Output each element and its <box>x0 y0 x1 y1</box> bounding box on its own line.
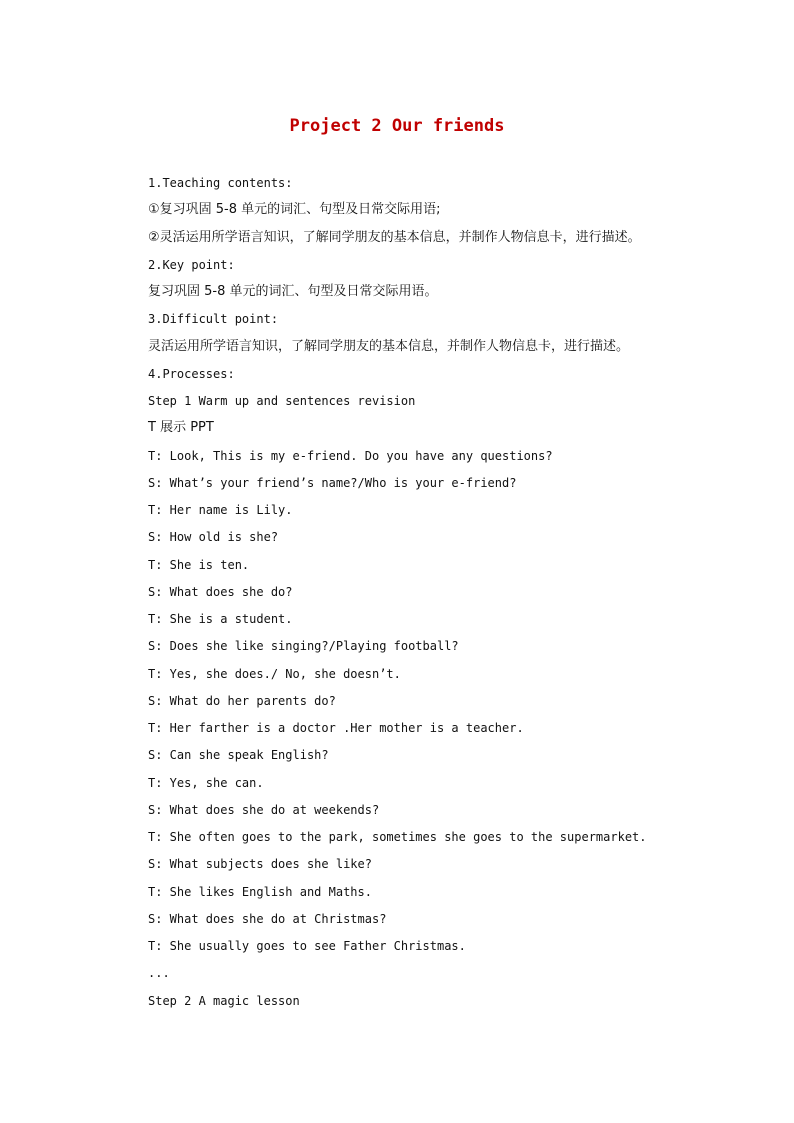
dialogue-line: S: Does she like singing?/Playing football? <box>148 639 459 654</box>
dialogue-line: T: She likes English and Maths. <box>148 884 372 899</box>
dialogue-line: S: What does she do at Christmas? <box>148 911 387 926</box>
dialogue-line: S: What subjects does she like? <box>148 857 372 872</box>
teaching-content-item-2: ②灵活运用所学语言知识，了解同学朋友的基本信息，并制作人物信息卡，进行描述。 <box>148 229 641 245</box>
dialogue-line: S: Can she speak English? <box>148 748 329 763</box>
dialogue-line: T: She is a student. <box>148 612 293 626</box>
ellipsis: ... <box>148 966 170 981</box>
section-heading-teaching-contents: 1.Teaching contents: <box>148 176 293 190</box>
dialogue-line: T: Her farther is a doctor .Her mother is a teacher. <box>148 721 524 735</box>
dialogue-line: T: Yes, she does./ No, she doesn’t. <box>148 666 401 681</box>
dialogue-line: T: She often goes to the park, sometimes she goes to the supermarket. <box>148 830 647 844</box>
dialogue-line: T: Her name is Lily. <box>148 503 293 517</box>
dialogue-line: T: Look, This is my e-friend. Do you have any questions? <box>148 448 553 463</box>
step-2-heading: Step 2 A magic lesson <box>148 993 300 1008</box>
dialogue-line: T: Yes, she can. <box>148 775 264 790</box>
document-title: Project 2 Our friends <box>289 116 505 136</box>
dialogue-line: S: What’s your friend’s name?/Who is your e-friend? <box>148 475 517 490</box>
dialogue-line: S: What does she do? <box>148 584 293 599</box>
step-1-heading: Step 1 Warm up and sentences revision <box>148 394 416 408</box>
dialogue-line: T: She usually goes to see Father Christmas. <box>148 939 466 953</box>
dialogue-line: S: How old is she? <box>148 530 279 545</box>
difficult-point-text: 灵活运用所学语言知识，了解同学朋友的基本信息，并制作人物信息卡，进行描述。 <box>148 338 630 354</box>
dialogue-line: S: What does she do at weekends? <box>148 802 380 817</box>
document-body <box>148 172 768 1017</box>
section-heading-processes: 4.Processes: <box>148 366 235 381</box>
key-point-text: 复习巩固 5-8 单元的词汇、句型及日常交际用语。 <box>148 284 438 299</box>
section-heading-difficult-point: 3.Difficult point: <box>148 312 279 327</box>
dialogue-line: S: What do her parents do? <box>148 693 336 708</box>
section-heading-key-point: 2.Key point: <box>148 257 235 272</box>
step-1-instruction: T 展示 PPT <box>148 420 214 436</box>
teaching-content-item-1: ①复习巩固 5-8 单元的词汇、句型及日常交际用语; <box>148 202 441 218</box>
dialogue-line: T: She is ten. <box>148 557 250 572</box>
